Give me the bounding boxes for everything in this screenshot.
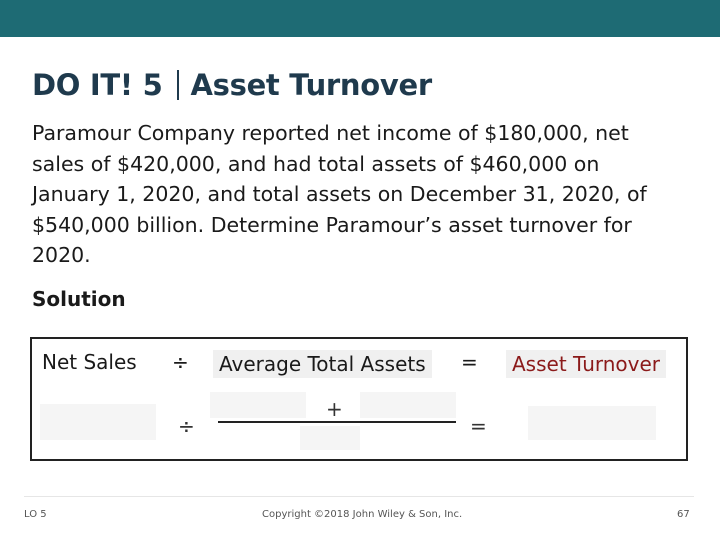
title-separator (177, 70, 179, 100)
ending-assets-blank (360, 392, 456, 418)
footer-page-number: 67 (677, 509, 690, 520)
header-average-total-assets: Average Total Assets (213, 350, 432, 378)
title-topic: Asset Turnover (190, 68, 432, 102)
asset-turnover-answer-blank (528, 406, 656, 440)
averaging-divisor-blank (300, 426, 360, 450)
solution-label: Solution (32, 287, 126, 311)
footer-divider (24, 496, 694, 497)
header-asset-turnover: Asset Turnover (506, 350, 666, 378)
row-plus-sign: + (326, 397, 343, 421)
header-net-sales: Net Sales (42, 350, 137, 374)
footer-learning-objective: LO 5 (24, 509, 47, 520)
row-equals-sign: = (470, 414, 487, 438)
header-divide-sign: ÷ (172, 350, 189, 374)
header-equals-sign: = (461, 350, 478, 374)
beginning-assets-blank (210, 392, 306, 418)
problem-statement: Paramour Company reported net income of $180,000, net sales of $420,000, and had total assets of $460,000 on January 1, 2020, and total assets on December 31, 2020, of $540,000 billion. Determine Paramour’s asset turnover for 2020. (32, 121, 647, 267)
title-prefix: DO IT! 5 (32, 68, 163, 102)
footer-copyright: Copyright ©2018 John Wiley & Son, Inc. (262, 509, 463, 520)
slide-title (32, 60, 432, 110)
fraction-bar (218, 421, 456, 423)
row-divide-sign: ÷ (178, 414, 195, 438)
top-banner (0, 0, 720, 37)
net-sales-answer-blank (40, 404, 156, 440)
